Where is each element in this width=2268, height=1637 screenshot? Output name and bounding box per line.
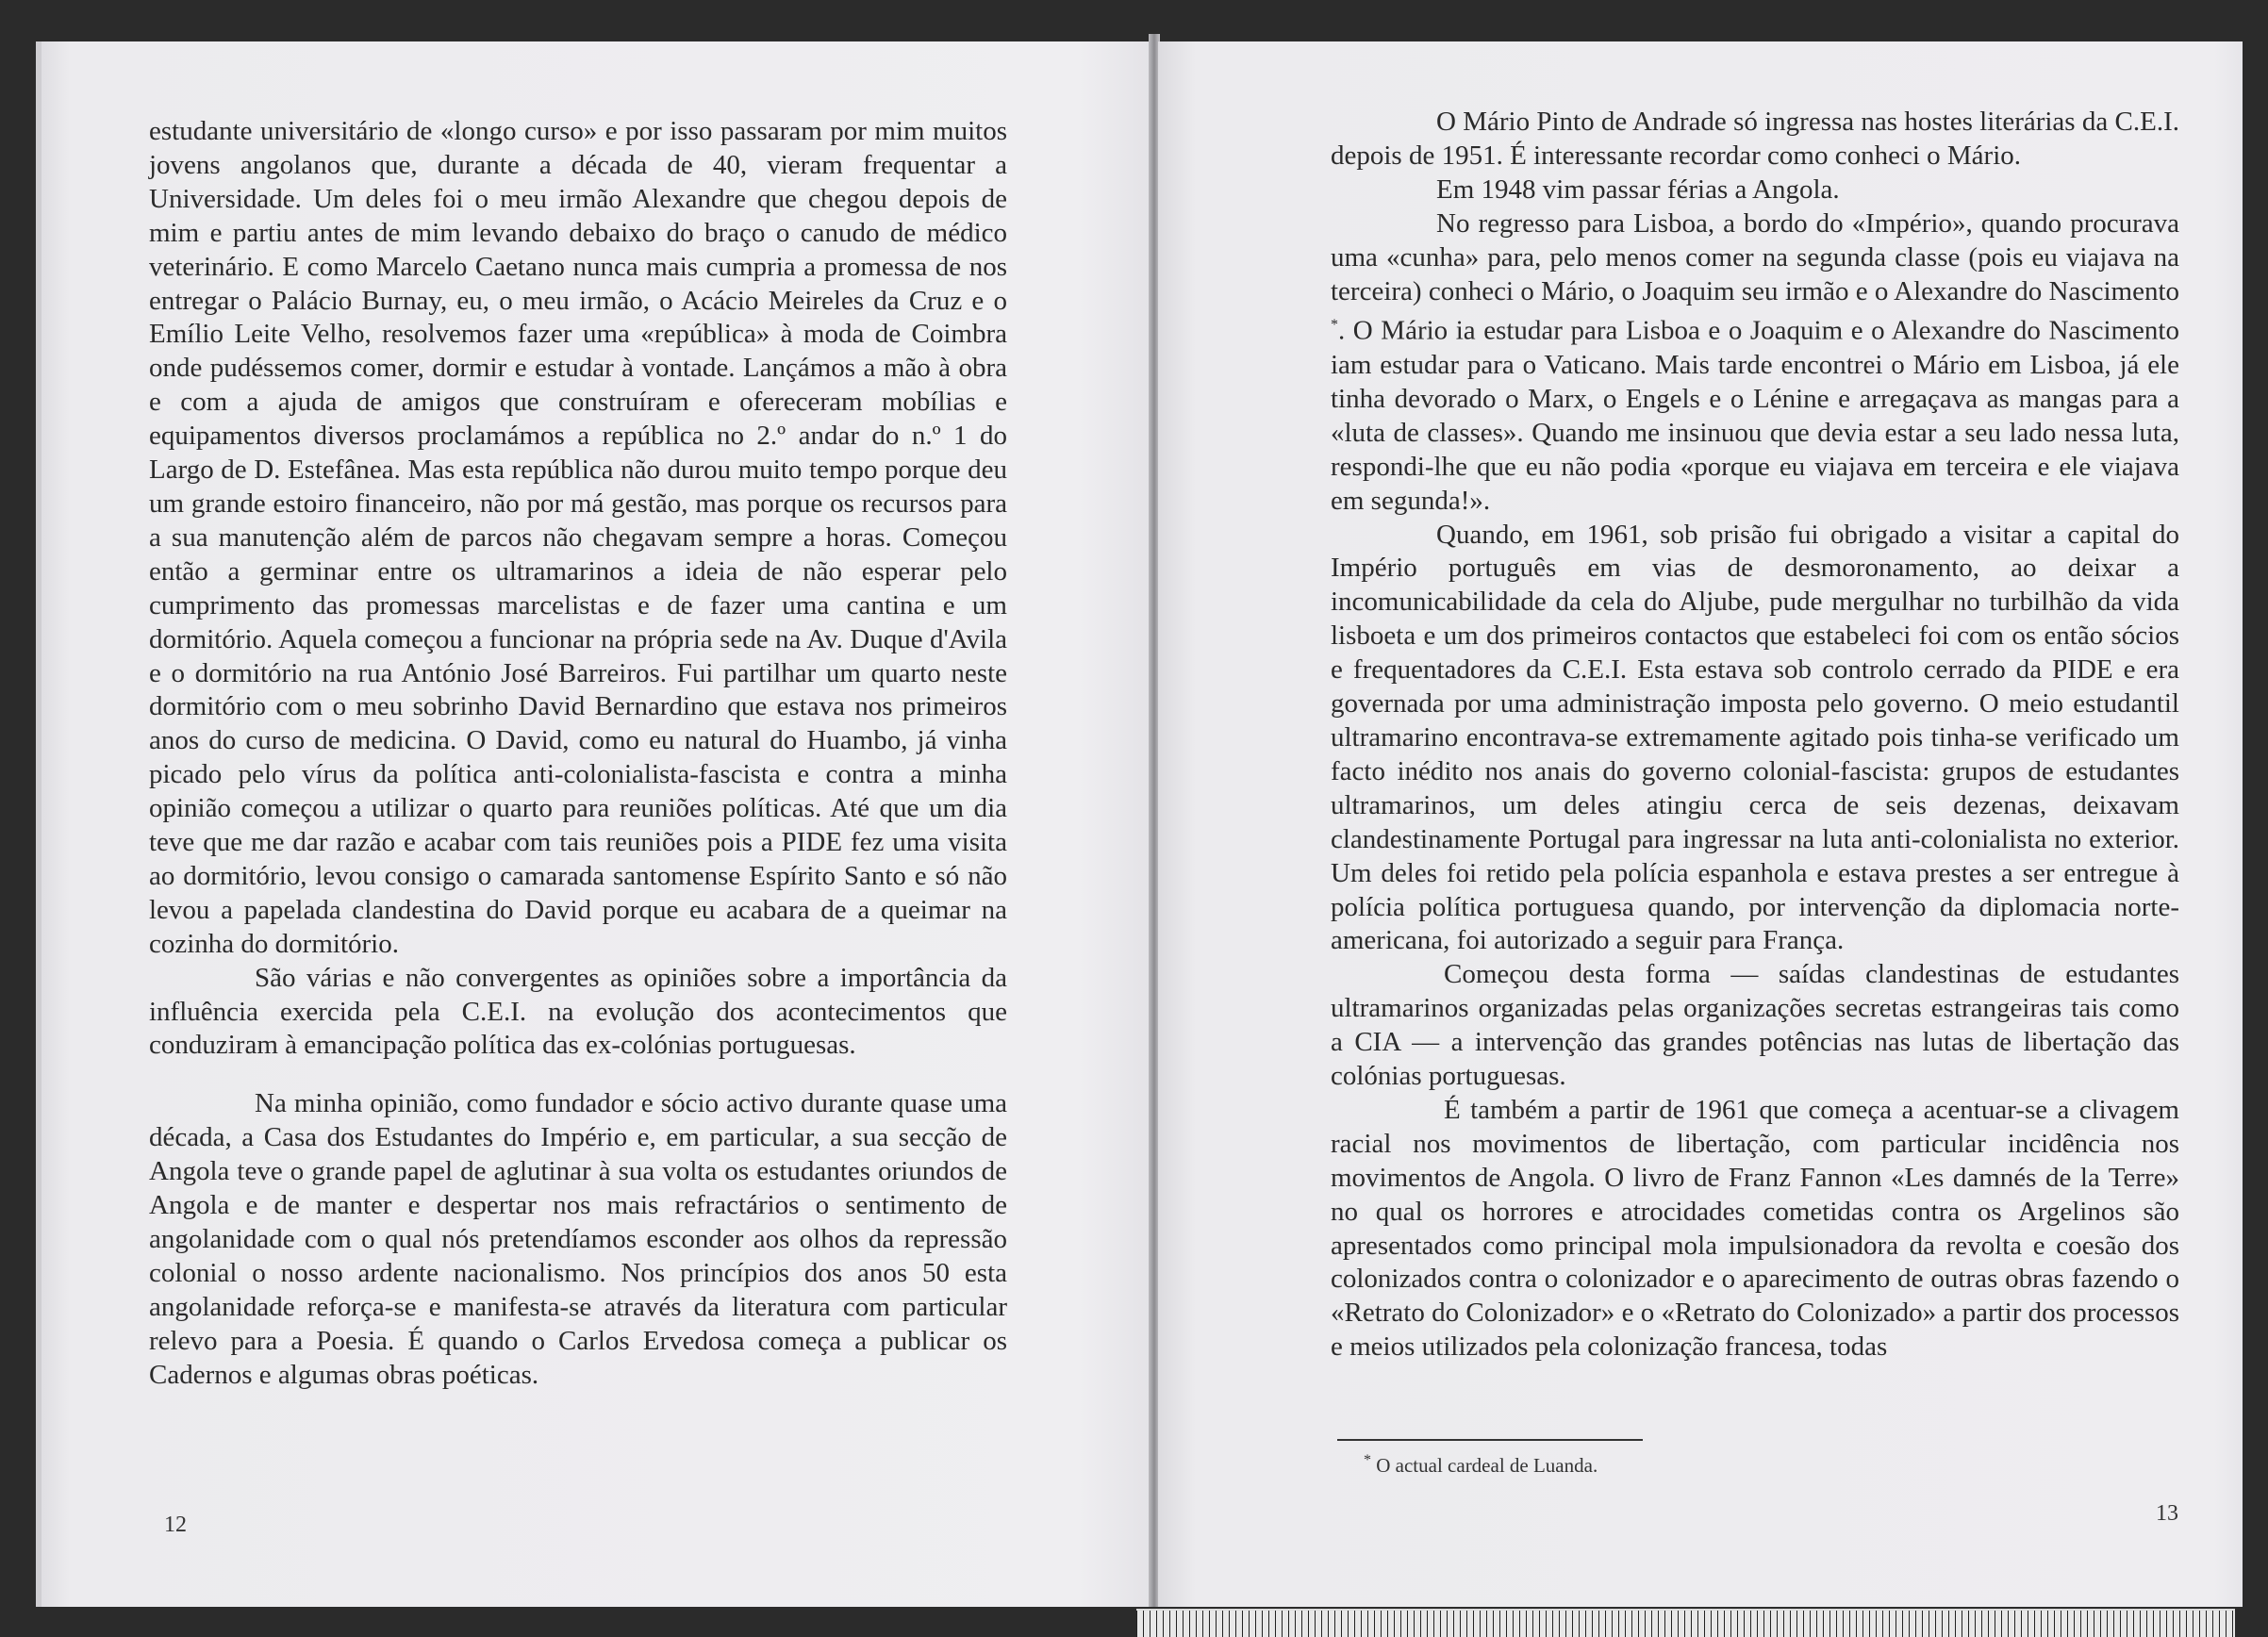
paragraph: estudante universitário de «longo curso» e por isso passaram por mim muitos jovens angolanos que, durante a década de 40, vieram frequentar a Universidade. Um deles foi o meu irmão Alexandre que chegou depois de mim e partiu antes de mim levando debaixo do braço o canudo de médico veterinário. E como Marcelo Caetano nunca mais cumpria a promessa de nos entregar o Palácio Burnay, eu, o meu irmão, o Acácio Meireles da Cruz e o Emílio Leite Velho, resolvemos fazer uma «república» à moda de Coimbra onde pudéssemos comer, dormir e estudar à vontade. Lançámos a mão à obra e com a ajuda de amigos que construíram e ofereceram mobílias e equipamentos diversos proclamámos a república no 2.º andar do n.º 1 do Largo de D. Estefânea. Mas esta república não durou muito tempo porque deu um grande estoiro financeiro, não por má gestão, mas porque os recursos para a sua manutenção além de parcos não chegavam sempre a horas. Começou então a germinar entre os ultramarinos a ideia de não esperar pelo cumprimento das promessas marcelistas e de fazer uma cantina e um dormitório. Aquela começou a funcionar na própria sede na Av. Duque d'Avila e o dormitório na rua António José Barreiros. Fui partilhar um quarto neste dormitório com o meu sobrinho David Bernardino que estava nos primeiros anos do curso de medicina. O David, como eu natural do Huambo, já vinha picado pelo vírus da política anti-colonialista-fascista e contra a minha opinião começou a utilizar o quarto para reuniões políticas. Até que um dia teve que me dar razão e acabar com tais reuniões pois a PIDE fez uma visita ao dormitório, levou consigo o camarada santomense Espírito Santo e só não levou a papelada clandestina do David porque eu acabara de a queimar na cozinha do dormitório. bbox=[149, 116, 1007, 959]
left-page-text bbox=[149, 115, 1007, 1393]
paragraph: Na minha opinião, como fundador e sócio activo durante quase uma década, a Casa dos Estudantes do Império e, em particular, a sua secção de Angola teve o grande papel de aglutinar à sua volta os estudantes oriundos de Angola e de manter e despertar nos mais refractários o sentimento de angolanidade com o qual nós pretendíamos esconder aos olhos da repressão colonial o nosso ardente nacionalismo. Nos princípios dos anos 50 esta angolanidade reforça-se e manifesta-se através da literatura com particular relevo para a Poesia. É quando o Carlos Ervedosa começa a publicar os Cadernos e algumas obras poéticas. bbox=[149, 1088, 1007, 1390]
footnote-marker: * bbox=[1331, 317, 1338, 334]
footnote bbox=[1364, 1452, 1598, 1478]
measurement-ruler bbox=[1136, 1609, 2235, 1637]
page-number: 12 bbox=[164, 1513, 187, 1537]
right-page-text bbox=[1331, 106, 2179, 1364]
footnote-text: O actual cardeal de Luanda. bbox=[1376, 1454, 1598, 1477]
paragraph: É também a partir de 1961 que começa a acentuar-se a clivagem racial nos movimentos de libertação, com particular incidência nos movimentos de Angola. O livro de Franz Fannon «Les damnés de la Terre» no qual os horrores e atrocidades cometidas contra os Argelinos são apresentados como principal mola impulsionadora da revolta e coesão dos colonizados contra o colonizador e o aparecimento de outras obras fazendo o «Retrato do Colonizador» e o «Retrato do Colonizado» a partir dos processos e meios utilizados pela colonização francesa, todas bbox=[1331, 1094, 2179, 1363]
paragraph: São várias e não convergentes as opiniões sobre a importância da influência exercida pela C.E.I. na evolução dos acontecimentos que conduziram à emancipação política das ex-colónias portuguesas. bbox=[149, 962, 1007, 1061]
open-book bbox=[36, 34, 2243, 1607]
paragraph-part: No regresso para Lisboa, a bordo do «Império», quando procurava uma «cunha» para, pelo menos comer na segunda classe (pois eu viajava na terceira) conheci o Mário, o Joaquim seu irmão e o Alexandre do Nascimento bbox=[1331, 207, 2179, 306]
paragraph: Começou desta forma — saídas clandestinas de estudantes ultramarinos organizadas pelas organizações secretas estrangeiras tais como a CIA — a intervenção das grandes potências nas lutas de libertação das colónias portuguesas. bbox=[1331, 959, 2179, 1092]
footnote-rule bbox=[1337, 1439, 1643, 1441]
paragraph: O Mário Pinto de Andrade só ingressa nas hostes literárias da C.E.I. depois de 1951. É interessante recordar como conheci o Mário. bbox=[1331, 107, 2179, 171]
footnote-marker: * bbox=[1364, 1452, 1371, 1468]
paragraph: Em 1948 vim passar férias a Angola. bbox=[1436, 174, 1840, 205]
right-page bbox=[1158, 41, 2243, 1607]
left-page bbox=[36, 41, 1151, 1607]
page-number: 13 bbox=[2156, 1501, 2178, 1526]
paragraph-part: . O Mário ia estudar para Lisboa e o Joaquim e o Alexandre do Nascimento iam estudar para o Vaticano. Mais tarde encontrei o Mário em Lisboa, já ele tinha devorado o Marx, o Engels e o Lénine e arregaçava as mangas para a «luta de classes». Quando me insinuou que devia estar a seu lado nessa luta, respondi-lhe que eu não podia «porque eu viajava em terceira e ele viajava em segunda!». bbox=[1331, 316, 2179, 516]
paragraph: Quando, em 1961, sob prisão fui obrigado a visitar a capital do Império português em vias de desmoronamento, ao deixar a incomunicabilidade da cela do Aljube, pude mergulhar no turbilhão da vida lisboeta e um dos primeiros contactos que estabeleci foi com os então sócios e frequentadores da C.E.I. Esta estava sob controlo cerrado da PIDE e era governada por uma administração imposta pelo governo. O meio estudantil ultramarino encontrava-se extremamente agitado pois tinha-se verificado um facto inédito nos anais do governo colonial-fascista: grupos de estudantes ultramarinos, um deles atingiu cerca de seis dezenas, deixavam clandestinamente Portugal para ingressar na luta anti-colonialista no exterior. Um deles foi retido pela polícia espanhola e estava prestes a ser entregue à polícia política portuguesa quando, por intervenção da diplomacia norte-americana, foi autorizado a seguir para França. bbox=[1331, 519, 2179, 956]
paragraph bbox=[1331, 207, 2179, 519]
